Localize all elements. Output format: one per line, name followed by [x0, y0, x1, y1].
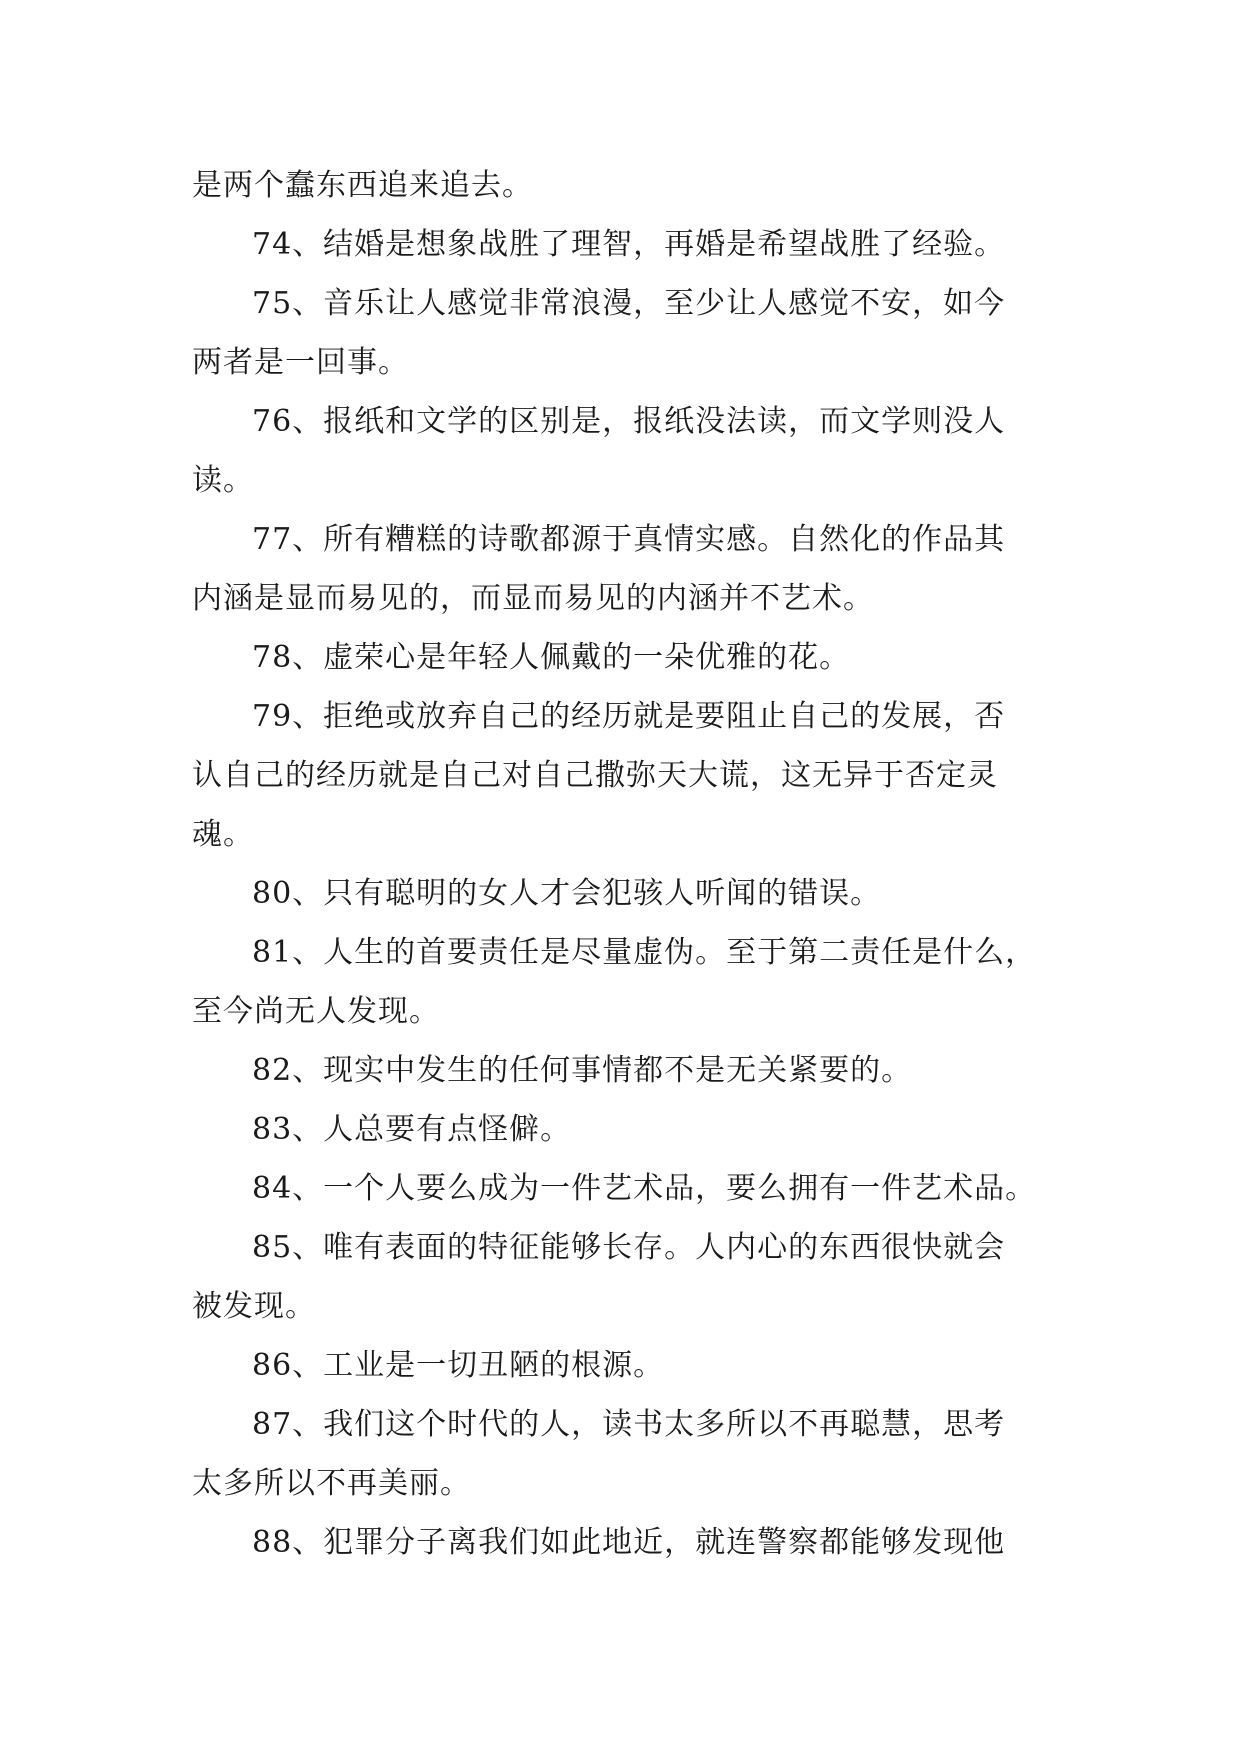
document-body — [192, 156, 1062, 1572]
text-line: 魂。 — [192, 817, 254, 852]
text-line: 75、音乐让人感觉非常浪漫，至少让人感觉不安，如今 — [252, 286, 1006, 321]
text-line: 77、所有糟糕的诗歌都源于真情实感。自然化的作品其 — [252, 522, 1006, 557]
text-line: 79、拒绝或放弃自己的经历就是要阻止自己的发展，否 — [252, 699, 1006, 734]
text-line: 74、结婚是想象战胜了理智，再婚是希望战胜了经验。 — [252, 227, 1006, 262]
text-line: 被发现。 — [192, 1289, 316, 1324]
text-line: 82、现实中发生的任何事情都不是无关紧要的。 — [252, 1053, 913, 1088]
text-line: 84、一个人要么成为一件艺术品，要么拥有一件艺术品。 — [252, 1171, 1037, 1206]
text-line: 78、虚荣心是年轻人佩戴的一朵优雅的花。 — [252, 640, 851, 675]
text-line: 83、人总要有点怪僻。 — [252, 1112, 572, 1147]
text-line: 两者是一回事。 — [192, 345, 409, 380]
text-line: 认自己的经历就是自己对自己撒弥天大谎，这无异于否定灵 — [192, 758, 998, 793]
text-line: 76、报纸和文学的区别是，报纸没法读，而文学则没人 — [252, 404, 1006, 439]
text-line: 85、唯有表面的特征能够长存。人内心的东西很快就会 — [252, 1230, 1006, 1265]
text-line: 内涵是显而易见的，而显而易见的内涵并不艺术。 — [192, 581, 874, 616]
text-line: 太多所以不再美丽。 — [192, 1466, 471, 1501]
text-line: 是两个蠢东西追来追去。 — [192, 168, 533, 203]
text-line: 至今尚无人发现。 — [192, 994, 440, 1029]
text-line: 81、人生的首要责任是尽量虚伪。至于第二责任是什么， — [252, 935, 1037, 970]
text-line: 80、只有聪明的女人才会犯骇人听闻的错误。 — [252, 876, 882, 911]
text-line: 86、工业是一切丑陋的根源。 — [252, 1348, 665, 1383]
text-line: 88、犯罪分子离我们如此地近，就连警察都能够发现他 — [252, 1525, 1006, 1560]
text-line: 87、我们这个时代的人，读书太多所以不再聪慧，思考 — [252, 1407, 1006, 1442]
text-line: 读。 — [192, 463, 254, 498]
